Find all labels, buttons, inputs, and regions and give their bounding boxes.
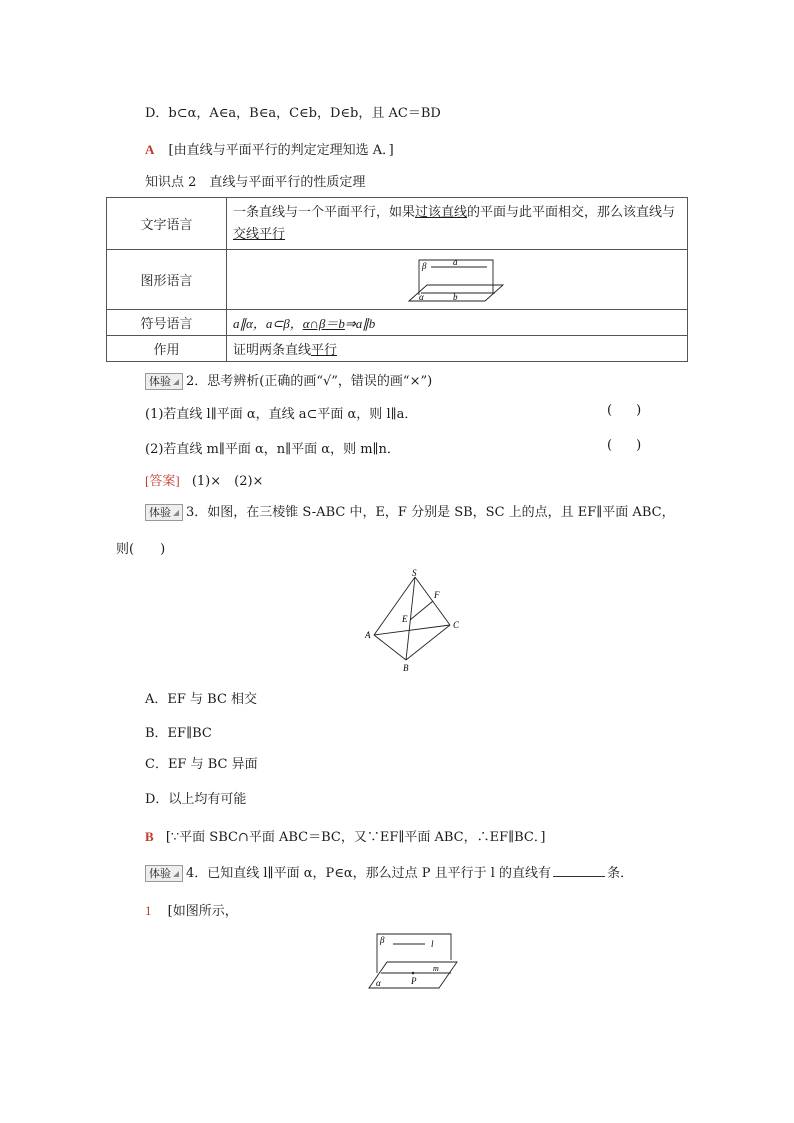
answer-1 [145, 139, 394, 158]
q2-item-2: (2)若直线 m∥平面 α，n∥平面 α，则 m∥n． [145, 442, 400, 457]
row-body-figure-language [227, 250, 688, 310]
q4-answer-text: [如图所示， [167, 904, 238, 919]
label-alpha: α [376, 978, 381, 988]
answer-text: (1)× (2)× [191, 474, 264, 489]
section-title: 知识点 2 直线与平面平行的性质定理 [145, 175, 366, 190]
label-beta: β [380, 935, 385, 945]
planes-figure-1 [407, 255, 507, 305]
q3-answer-text: [∵平面 SBC∩平面 ABC＝BC，又∵EF∥平面 ABC，∴EF∥BC．] [165, 830, 546, 845]
label-b: b [453, 291, 458, 302]
answer-1-text: [由直线与平面平行的判定定理知选 A．] [168, 143, 394, 158]
q3-answer [145, 826, 545, 845]
q4-answer-letter: 1 [145, 903, 152, 918]
label-S: S [412, 568, 417, 578]
edge-AB [374, 635, 406, 660]
row-head-text-language: 文字语言 [107, 198, 227, 250]
q2-item-1: (1)若直线 l∥平面 α，直线 a⊂平面 α，则 l∥a． [145, 407, 418, 422]
label-C: C [453, 620, 460, 630]
planes-figure-2 [367, 928, 459, 994]
q3-option-c: C．EF 与 BC 异面 [145, 757, 258, 772]
tiyan-tag: 体验 [145, 865, 183, 882]
q3-stem-2: 则( ) [116, 542, 166, 557]
tetrahedron-figure [360, 565, 470, 675]
q4-answer [145, 900, 238, 919]
table-row-symbol-language [107, 310, 688, 336]
tiyan-tag: 体验 [145, 504, 183, 521]
label-a: a [453, 256, 458, 267]
row-body-symbol-language: a∥α，a⊂β，α∩β＝b⇒a∥b [227, 310, 688, 336]
row-head-usage: 作用 [107, 336, 227, 362]
segment-EF [410, 601, 433, 620]
answer-label: [答案] [145, 473, 180, 488]
q3-option-a: A．EF 与 BC 相交 [145, 692, 258, 707]
answer-blank [553, 876, 605, 877]
q2-paren-1: ( ) [607, 403, 642, 418]
label-m: m [433, 964, 439, 973]
tiyan-tag: 体验 [145, 373, 183, 390]
row-head-figure-language: 图形语言 [107, 250, 227, 310]
table-row-usage [107, 336, 688, 362]
label-F: F [434, 590, 440, 600]
label-beta: β [422, 260, 427, 271]
q4-stem: 体验 4．已知直线 l∥平面 α，P∈α，那么过点 P 且平行于 l 的直线有 条． [145, 862, 633, 882]
q2-stem: 体验 2．思考辨析(正确的画“√”，错误的画“×”) [145, 370, 432, 390]
label-l: l [431, 939, 434, 949]
label-E: E [402, 614, 408, 624]
option-d-prev: D．b⊂α，A∈a，B∈a，C∈b，D∈b，且 AC＝BD [145, 106, 441, 121]
q3-stem: 体验 3．如图，在三棱锥 S-ABC 中，E，F 分别是 SB，SC 上的点，且 EF∥平面 ABC， [145, 501, 675, 521]
knowledge-table [106, 197, 688, 362]
point-P [412, 972, 415, 975]
row-body-text-language: 一条直线与一个平面平行，如果过该直线的平面与此平面相交，那么该直线与交线平行 [227, 198, 688, 250]
q3-option-d: D．以上均有可能 [145, 792, 247, 807]
label-A: A [365, 630, 371, 640]
label-alpha: α [419, 291, 424, 302]
table-row-text-language [107, 198, 688, 250]
table-row-figure-language [107, 250, 688, 310]
row-body-usage: 证明两条直线平行 [227, 336, 688, 362]
q2-paren-2: ( ) [607, 438, 642, 453]
edge-SA [374, 577, 415, 635]
label-B: B [403, 663, 409, 673]
beta-plane [377, 934, 451, 973]
label-P: P [411, 976, 417, 986]
q3-option-b: B．EF∥BC [145, 726, 212, 741]
q2-answer [145, 470, 263, 489]
row-head-symbol-language: 符号语言 [107, 310, 227, 336]
answer-1-letter: A [145, 142, 155, 157]
q3-answer-letter: B [145, 829, 154, 844]
